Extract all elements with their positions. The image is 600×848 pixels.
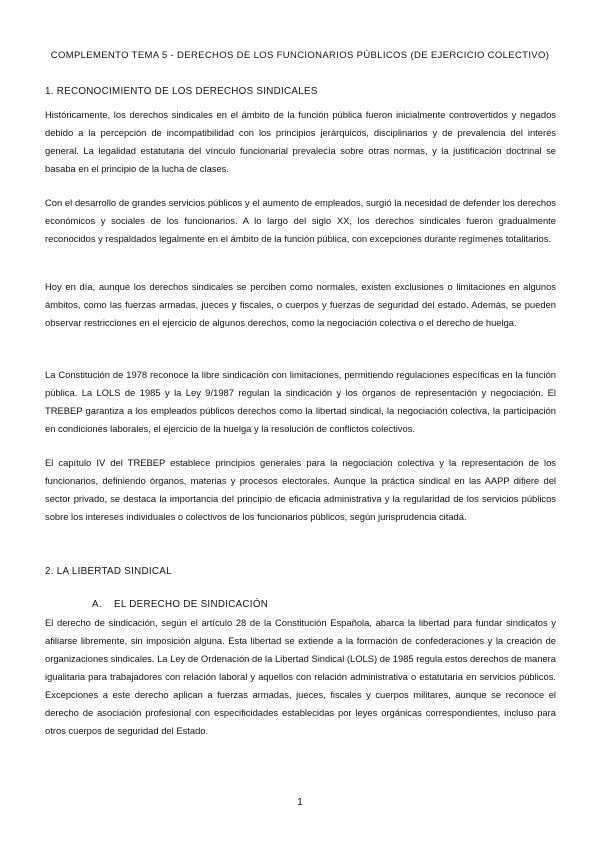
document-title: COMPLEMENTO TEMA 5 - DERECHOS DE LOS FUNCIONARIOS PÚBLICOS (DE EJERCICIO COLECTIVO) xyxy=(50,50,550,61)
section-1-paragraph-2: Con el desarrollo de grandes servicios públicos y el aumento de empleados, surgió la necesidad de defender los derechos económicos y sociales de los funcionarios. A lo largo del siglo XX, los derechos sindicales fueron gradualmente reconocidos y respaldados legalmente en el ámbito de la función pública, con excepciones durante regímenes totalitarios. xyxy=(45,197,556,244)
section-1-heading: 1. RECONOCIMIENTO DE LOS DERECHOS SINDICALES xyxy=(45,86,318,97)
subsection-a-title: EL DERECHO DE SINDICACIÓN xyxy=(114,599,269,610)
section-1-paragraph-5: El capítulo IV del TREBEP establece principios generales para la negociación colectiva y la representación de los funcionarios, definiendo órganos, materias y procesos electorales. Aunque la práctica sindical en las AAPP difiere del sector privado, se destaca la importancia del principio de eficacia administrativa y la regularidad de los servicios públicos sobre los intereses individuales o colectivos de los funcionarios públicos, según jurisprudencia citada. xyxy=(45,457,556,522)
subsection-a-marker: A. xyxy=(92,599,102,610)
subsection-a-paragraph: El derecho de sindicación, según el artículo 28 de la Constitución Española, abarca la libertad para fundar sindicatos y afiliarse libremente, sin imposición alguna. Esta libertad se extiende a la formación de confederaciones y la creación de organizaciones sindicales. La Ley de Ordenación de la Libertad Sindical (LOLS) de 1985 regula estos derechos de manera igualitaria para trabajadores con relación laboral y aquellos con relación administrativa o estatutaria en servicios públicos. Excepciones a este derecho aplican a fuerzas armadas, jueces, fiscales y cuerpos militares, aunque se reconoce el derecho de asociación profesional con especificidades establecidas por leyes orgánicas correspondientes, incluso para otros cuerpos de seguridad del Estado. xyxy=(45,617,556,736)
subsection-a-heading xyxy=(92,599,268,610)
section-1-paragraph-1: Históricamente, los derechos sindicales en el ámbito de la función pública fueron inicialmente controvertidos y negados debido a la percepción de incompatibilidad con los principios jerárquicos, disciplinarios y de prevalencia del interés general. La legalidad estatutaria del vínculo funcionarial prevalecía sobre otras normas, y la justificación doctrinal se basaba en el principio de la lucha de clases. xyxy=(45,109,556,174)
section-2-heading: 2. LA LIBERTAD SINDICAL xyxy=(45,566,172,577)
page-number: 1 xyxy=(297,797,303,808)
section-1-paragraph-4: La Constitución de 1978 reconoce la libre sindicación con limitaciones, permitiendo regulaciones específicas en la función pública. La LOLS de 1985 y la Ley 9/1987 regulan la sindicación y los órganos de representación y negociación. El TREBEP garantiza a los empleados públicos derechos como la libertad sindical, la negociación colectiva, la participación en condiciones laborales, el ejercicio de la huelga y la resolución de conflictos colectivos. xyxy=(45,369,556,434)
section-1-paragraph-3: Hoy en día, aunque los derechos sindicales se perciben como normales, existen exclusiones o limitaciones en algunos ámbitos, como las fuerzas armadas, jueces y fiscales, o cuerpos y fuerzas de seguridad del estado. Además, se pueden observar restricciones en el ejercicio de algunos derechos, como la negociación colectiva o el derecho de huelga. xyxy=(45,281,556,328)
